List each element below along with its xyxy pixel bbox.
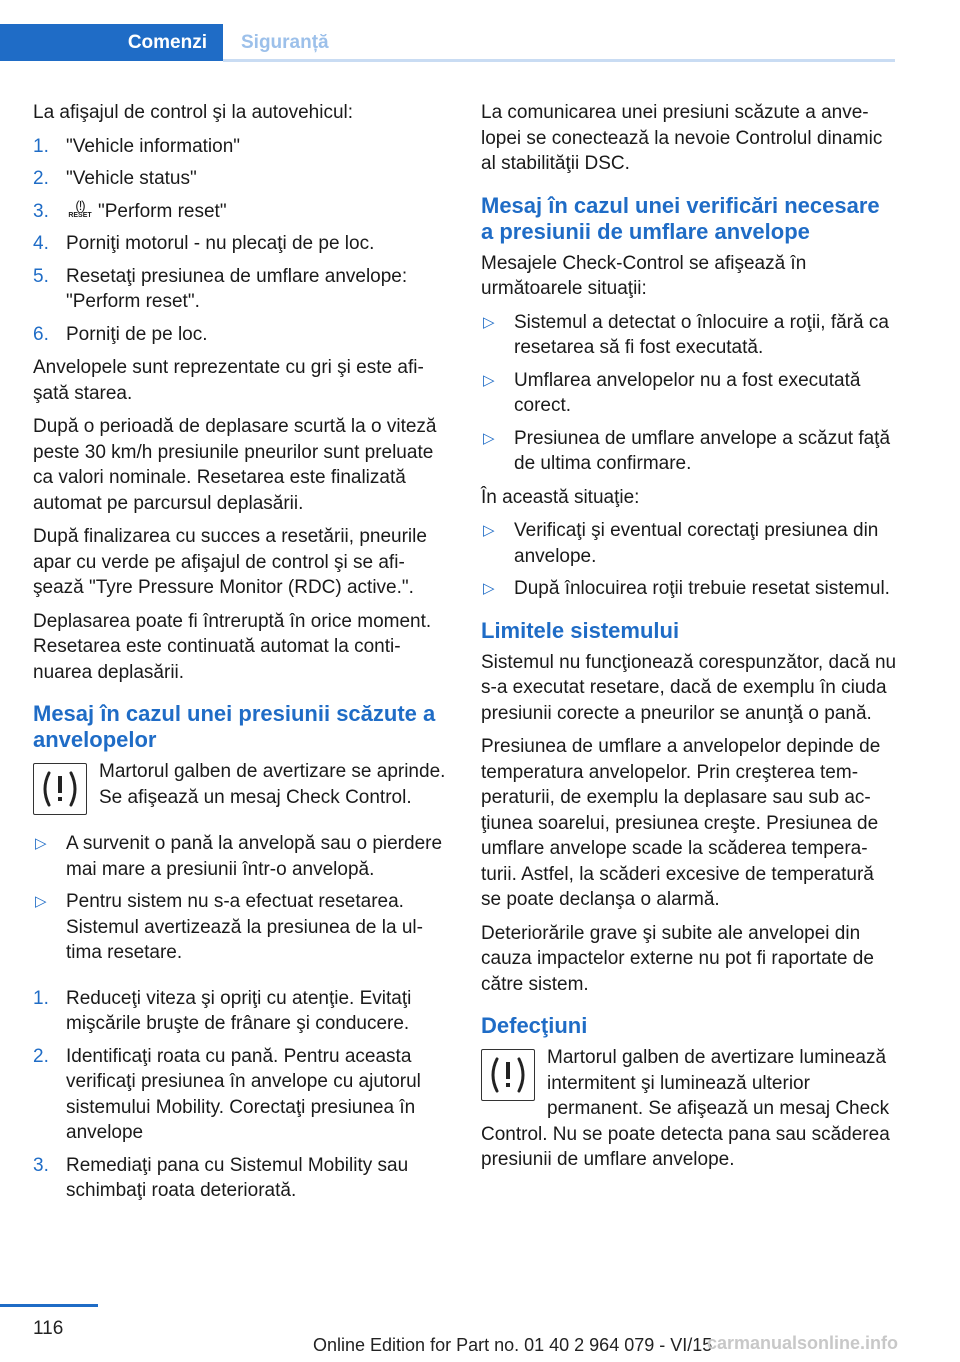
tab-comenzi[interactable]: Comenzi <box>0 24 223 61</box>
list-item: ▷ Sistemul a detectat o înlocuire a roţii, fără ca resetarea să fi fost executată. <box>483 311 889 358</box>
bullet-triangle-icon: ▷ <box>35 835 47 852</box>
step-number: 2. <box>33 168 49 189</box>
paragraph: La comunicarea unei presiuni scăzute a anvelopei se conectează la nevoie Controlul dinamic al stabilităţii DSC. <box>481 102 883 174</box>
step-text: Identificaţi roata cu pană. Pentru aceasta verificaţi presiunea în anvelope cu ajutorul sistemului Mobility. Corectaţi presiunea în anvelope <box>66 1045 421 1143</box>
paragraph: În această situaţie: <box>481 486 640 508</box>
warning-block <box>481 1045 897 1173</box>
section-title-check-pressure: Mesaj în cazul unei verificări necesare a presiunii de umflare anvelope <box>481 192 880 244</box>
paragraph: După finalizarea cu succes a resetării, pneurile apar cu verde pe afişajul de control şi se afişează "Tyre Pressure Monitor (RDC) active.". <box>33 526 427 598</box>
header-divider <box>223 59 895 62</box>
section-title-low-pressure: Mesaj în cazul unei presiunii scăzute a anvelopelor <box>33 701 436 752</box>
step-number: 3. <box>33 1154 49 1176</box>
warning-text: Martorul galben de avertizare luminează intermitent şi luminează ulterior permanent. Se afişează un mesaj Check Control. Nu se poate detecta pana sau scăderea presiunii de umflare anvelope. <box>481 1047 890 1170</box>
step-text: Reduceţi viteza şi opriţi cu atenţie. Evitaţi mişcările bruşte de frânare şi conducere. <box>66 987 412 1034</box>
step-text: "Perform reset" <box>98 200 227 222</box>
paragraph: După o perioadă de deplasare scurtă la o viteză peste 30 km/h presiunile pneurilor sunt preluate ca valori nominale. Resetarea este finalizată automat pe parcursul deplasării. <box>33 416 437 514</box>
list-item: ▷ A survenit o pană la anvelopă sau o pierdere mai mare a presiunii într-o anvelopă. <box>35 833 443 880</box>
step-number: 2. <box>33 1045 49 1067</box>
paragraph: Anvelopele sunt reprezentate cu gri şi este afişată starea. <box>33 357 424 404</box>
bullet-triangle-icon: ▷ <box>35 893 47 910</box>
list-item <box>33 322 449 348</box>
list-item: ▷ După înlocuirea roţii trebuie resetat sistemul. <box>481 576 897 602</box>
step-text: Resetaţi presiunea de umflare anvelope: "Perform reset". <box>66 265 408 312</box>
pressure-steps-list <box>33 986 449 1204</box>
step-number: 6. <box>33 323 49 345</box>
tire-pressure-warning-icon <box>33 763 87 815</box>
list-item <box>33 986 449 1037</box>
paragraph: Mesajele Check-Control se afişează în următoarele situaţii: <box>481 252 807 299</box>
list-item <box>33 134 449 160</box>
bullet-triangle-icon: ▷ <box>483 429 495 447</box>
tire-reset-icon: (!) RESET <box>68 198 92 220</box>
intro-text: La afişajul de control şi la autovehicul: <box>33 102 354 123</box>
list-item <box>33 166 449 192</box>
warning-block <box>33 759 449 819</box>
tire-pressure-warning-icon <box>481 1049 535 1101</box>
step-number: 4. <box>33 233 49 254</box>
bullet-triangle-icon: ▷ <box>483 580 495 597</box>
reset-steps-list <box>33 134 449 348</box>
list-item <box>33 264 449 315</box>
paragraph: Presiunea de umflare a anvelopelor depinde de temperatura anvelopelor. Prin creşterea temperaturii, de exemplu la deplasare sau sub acţiunea soarelui, presiunea creşte. Presiunea de umflare anvelope scade la scăderea temperaturii. Astfel, la scăderi excesive de temperatură se poate declanşa o alarmă. <box>481 736 881 910</box>
step-text: "Vehicle status" <box>66 168 197 189</box>
step-text: "Vehicle information" <box>66 135 241 157</box>
tab-siguranta[interactable]: Siguranță <box>241 31 329 53</box>
list-item: ▷ Umflarea anvelopelor nu a fost executată corect. <box>483 369 861 416</box>
list-item <box>33 231 449 257</box>
step-number: 3. <box>33 200 49 222</box>
header-bar <box>0 0 895 60</box>
bullet-list <box>33 831 449 966</box>
edition-text: Online Edition for Part no. 01 40 2 964 079 - VI/15 <box>313 1335 713 1355</box>
step-text: Porniţi de pe loc. <box>66 323 208 345</box>
list-item: ▷ Pentru sistem nu s-a efectuat resetarea. Sistemul avertizează la presiunea de la ultima resetare. <box>35 891 423 963</box>
watermark: carmanualsonline.info <box>706 1333 898 1353</box>
bullet-triangle-icon: ▷ <box>483 522 495 539</box>
step-number: 1. <box>33 987 49 1009</box>
bullet-triangle-icon: ▷ <box>483 371 495 389</box>
paragraph: Sistemul nu funcţionează corespunzător, dacă nu s-a executat resetare, dacă de exemplu în ciuda presiunii corecte a pneurilor se anunţă o pană. <box>481 651 897 724</box>
list-item: ▷ Presiunea de umflare anvelope a scăzut faţă de ultima confirmare. <box>483 427 891 474</box>
step-text: Porniţi motorul - nu plecaţi de pe loc. <box>66 233 375 254</box>
paragraph: Deteriorările grave şi subite ale anvelopei din cauza impactelor externe nu pot fi raportate de către sistem. <box>481 922 874 995</box>
footer-accent-bar <box>0 1304 98 1307</box>
section-title-malfunctions: Defecţiuni <box>481 1013 588 1038</box>
step-text: Remediaţi pana cu Sistemul Mobility sau schimbaţi roata deteriorată. <box>66 1154 409 1201</box>
bullet-triangle-icon: ▷ <box>483 313 495 331</box>
bullet-list <box>481 310 897 477</box>
right-column <box>481 100 897 1185</box>
bullet-list <box>481 518 897 602</box>
section-title-system-limits: Limitele sistemului <box>481 617 680 643</box>
list-item <box>33 1153 449 1204</box>
step-number: 1. <box>33 135 49 157</box>
left-column <box>33 100 449 1212</box>
list-item <box>33 199 449 225</box>
paragraph: Deplasarea poate fi întreruptă în orice moment. Resetarea este continuată automat la continuarea deplasării. <box>33 610 432 683</box>
page-number: 116 <box>33 1318 64 1339</box>
warning-text: Martorul galben de avertizare se aprinde. Se afişează un mesaj Check Control. <box>99 761 446 808</box>
list-item: ▷ Verificaţi şi eventual corectaţi presiunea din anvelope. <box>483 520 879 567</box>
step-number: 5. <box>33 265 49 287</box>
list-item <box>33 1044 449 1146</box>
